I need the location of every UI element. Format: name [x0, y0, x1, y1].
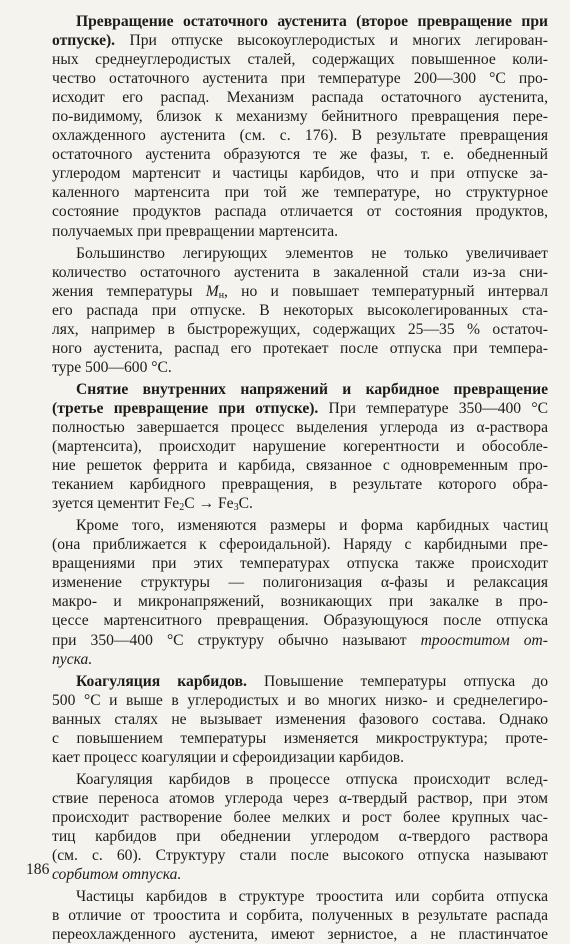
text-line	[52, 88, 548, 107]
text-line	[52, 31, 548, 50]
text-run: (см. с. 60). Структуру стали после высокого отпуска называют	[52, 847, 548, 865]
text-line	[52, 145, 548, 164]
text-line	[52, 887, 548, 906]
text-run: При температуре 350—400 °С	[318, 399, 548, 417]
text-line	[52, 339, 548, 358]
bold-heading: Превращение остаточного аустенита (второе превращение при	[76, 13, 548, 30]
text-run: жения температуры	[52, 282, 206, 300]
text-run: макро- и микронапряжений, возникающих при закалке в про-	[52, 593, 548, 611]
text-line	[52, 126, 548, 145]
text-line	[52, 183, 548, 202]
text-run: 500 °С и выше в углеродистых и во многих низко- и среднелегиро-	[52, 691, 548, 709]
text-run: по-видимому, близок к механизму бейнитного превращения пере-	[52, 108, 548, 126]
text-line	[52, 516, 548, 535]
text-run: углеродом мартенсит и частицы карбидов, что и при отпуске за-	[52, 165, 548, 183]
text-run: остаточного аустенита образуются те же фазы, т. е. обедненный	[52, 146, 548, 164]
text-line	[52, 650, 548, 669]
text-line	[52, 691, 548, 710]
text-run: охлажденного аустенита (см. с. 176). В результате превращения	[52, 127, 548, 145]
text-run: При отпуске высокоуглеродистых и многих легирован-	[115, 32, 548, 50]
bold-heading: (третье превращение при отпуске).	[52, 399, 319, 417]
text-line	[52, 494, 548, 513]
text-run: ствие переноса атомов углерода через α-твердый раствор, при этом	[52, 789, 548, 807]
text-line	[52, 418, 548, 437]
subscript: 3	[233, 502, 239, 514]
text-run: в отличие от троостита и сорбита, полученных в результате распада	[52, 907, 548, 925]
text-line	[52, 631, 548, 650]
text-line	[52, 164, 548, 183]
text-line	[52, 846, 548, 865]
text-line	[52, 358, 548, 377]
text-line	[52, 865, 548, 884]
text-run: чество остаточного аустенита при температуре 200—300 °С про-	[52, 70, 548, 88]
text-run: Частицы карбидов в структуре троостита или сорбита отпуска	[76, 888, 548, 906]
text-run: вращениями при этих температурах отпуска также происходит	[52, 555, 548, 573]
text-run: тиц карбидов при обеднении углеродом α-твердого раствора	[52, 827, 548, 845]
text-line	[52, 12, 548, 31]
text-run: его распада при отпуске. В некоторых высоколегированных ста-	[52, 301, 548, 319]
text-run: с повышением температуры изменяется микроструктура; проте-	[52, 729, 548, 747]
text-run: исходит его распад. Механизм распада остаточного аустенита,	[52, 89, 548, 107]
bold-heading: отпуске).	[52, 32, 116, 50]
text-line	[52, 573, 548, 592]
text-line	[52, 222, 548, 241]
text-line	[52, 320, 548, 339]
text-run: полностью завершается процесс выделения углерода из α-раствора	[52, 418, 548, 436]
text-run: Кроме того, изменяются размеры и форма карбидных частиц	[76, 517, 548, 535]
text-line	[52, 748, 548, 767]
text-line	[52, 672, 548, 691]
bold-heading: Коагуляция карбидов.	[76, 672, 247, 690]
text-line	[52, 107, 548, 126]
text-line	[52, 592, 548, 611]
text-run: состояние продуктов распада отличается от состояния продуктов,	[52, 203, 548, 221]
text-line	[52, 770, 548, 789]
text-run: Повышение температуры отпуска до	[246, 672, 548, 690]
text-run: изменение структуры — полигонизация α-фазы и релаксация	[52, 574, 548, 592]
text-line	[52, 535, 548, 554]
text-line	[52, 827, 548, 846]
text-run: Большинство легирующих элементов не только увеличивает	[76, 244, 548, 262]
text-line	[52, 906, 548, 925]
text-run: лях, например в быстрорежущих, содержащих 25—35 % остаточ-	[52, 320, 548, 338]
text-line	[52, 244, 548, 263]
text-line	[52, 554, 548, 573]
text-run: ванных сталях не вызывает изменения фазового состава. Однако	[52, 710, 548, 728]
text-run: C → Fe	[184, 495, 234, 513]
text-run: C.	[238, 495, 253, 513]
text-line	[52, 301, 548, 320]
text-run: получаемых при превращении мартенсита.	[52, 222, 339, 240]
text-run: ных среднеуглеродистых сталей, содержащих повышенное коли-	[52, 51, 548, 69]
text-run: происходит растворение более мелких и рост более крупных час-	[52, 808, 548, 826]
page-number: 186	[26, 861, 50, 878]
text-run: Коагуляция карбидов в процессе отпуска происходит вслед-	[76, 770, 548, 788]
text-run: переохлажденного аустенита, имеют зернистое, а не пластинчатое	[52, 926, 548, 944]
text-line	[52, 729, 548, 748]
text-line	[52, 50, 548, 69]
text-line	[52, 789, 548, 808]
text-line	[52, 437, 548, 456]
italic-term: М	[205, 282, 219, 300]
italic-term: трооститом от-	[420, 631, 548, 649]
text-line	[52, 399, 548, 418]
text-line	[52, 69, 548, 88]
text-line	[52, 925, 548, 944]
text-run: (она приближается к сфероидальной). Наряду с карбидными пре-	[52, 536, 548, 554]
text-run: при 350—400 °С структуру обычно называют	[52, 631, 421, 649]
text-run: туре 500—600 °С.	[52, 358, 172, 376]
text-run: ние решеток феррита и карбида, связанное с одновременным про-	[52, 457, 548, 475]
text-line	[52, 808, 548, 827]
text-run: кает процесс коагуляции и сфероидизации карбидов.	[52, 748, 405, 766]
italic-term: сорбитом отпуска.	[52, 866, 182, 884]
text-run: (мартенсита), происходит нарушение когерентности и обособле-	[52, 438, 548, 456]
subscript: 2	[179, 502, 185, 514]
subscript: н	[218, 289, 225, 301]
text-run: цессе мартенситного превращения. Образующуюся после отпуска	[52, 612, 548, 630]
text-line	[52, 263, 548, 282]
text-run: , но и повышает температурный интервал	[224, 282, 548, 300]
text-line	[52, 202, 548, 221]
text-run: количество остаточного аустенита в закаленной стали из-за сни-	[52, 263, 548, 281]
bold-heading: Снятие внутренних напряжений и карбидное превращение	[76, 380, 548, 398]
italic-term: пуска.	[52, 650, 93, 668]
text-run: теканием карбидного превращения, в результате которого обра-	[52, 476, 548, 494]
page-text	[52, 12, 548, 944]
text-line	[52, 475, 548, 494]
text-run: зуется цементит Fe	[52, 495, 180, 513]
text-line	[52, 380, 548, 399]
text-line	[52, 456, 548, 475]
text-run: ного аустенита, распад его протекает после отпуска при темпера-	[52, 339, 548, 357]
text-line	[52, 282, 548, 301]
text-run: каленного мартенсита при той же температуре, но структурное	[52, 184, 548, 202]
text-line	[52, 611, 548, 630]
text-line	[52, 710, 548, 729]
